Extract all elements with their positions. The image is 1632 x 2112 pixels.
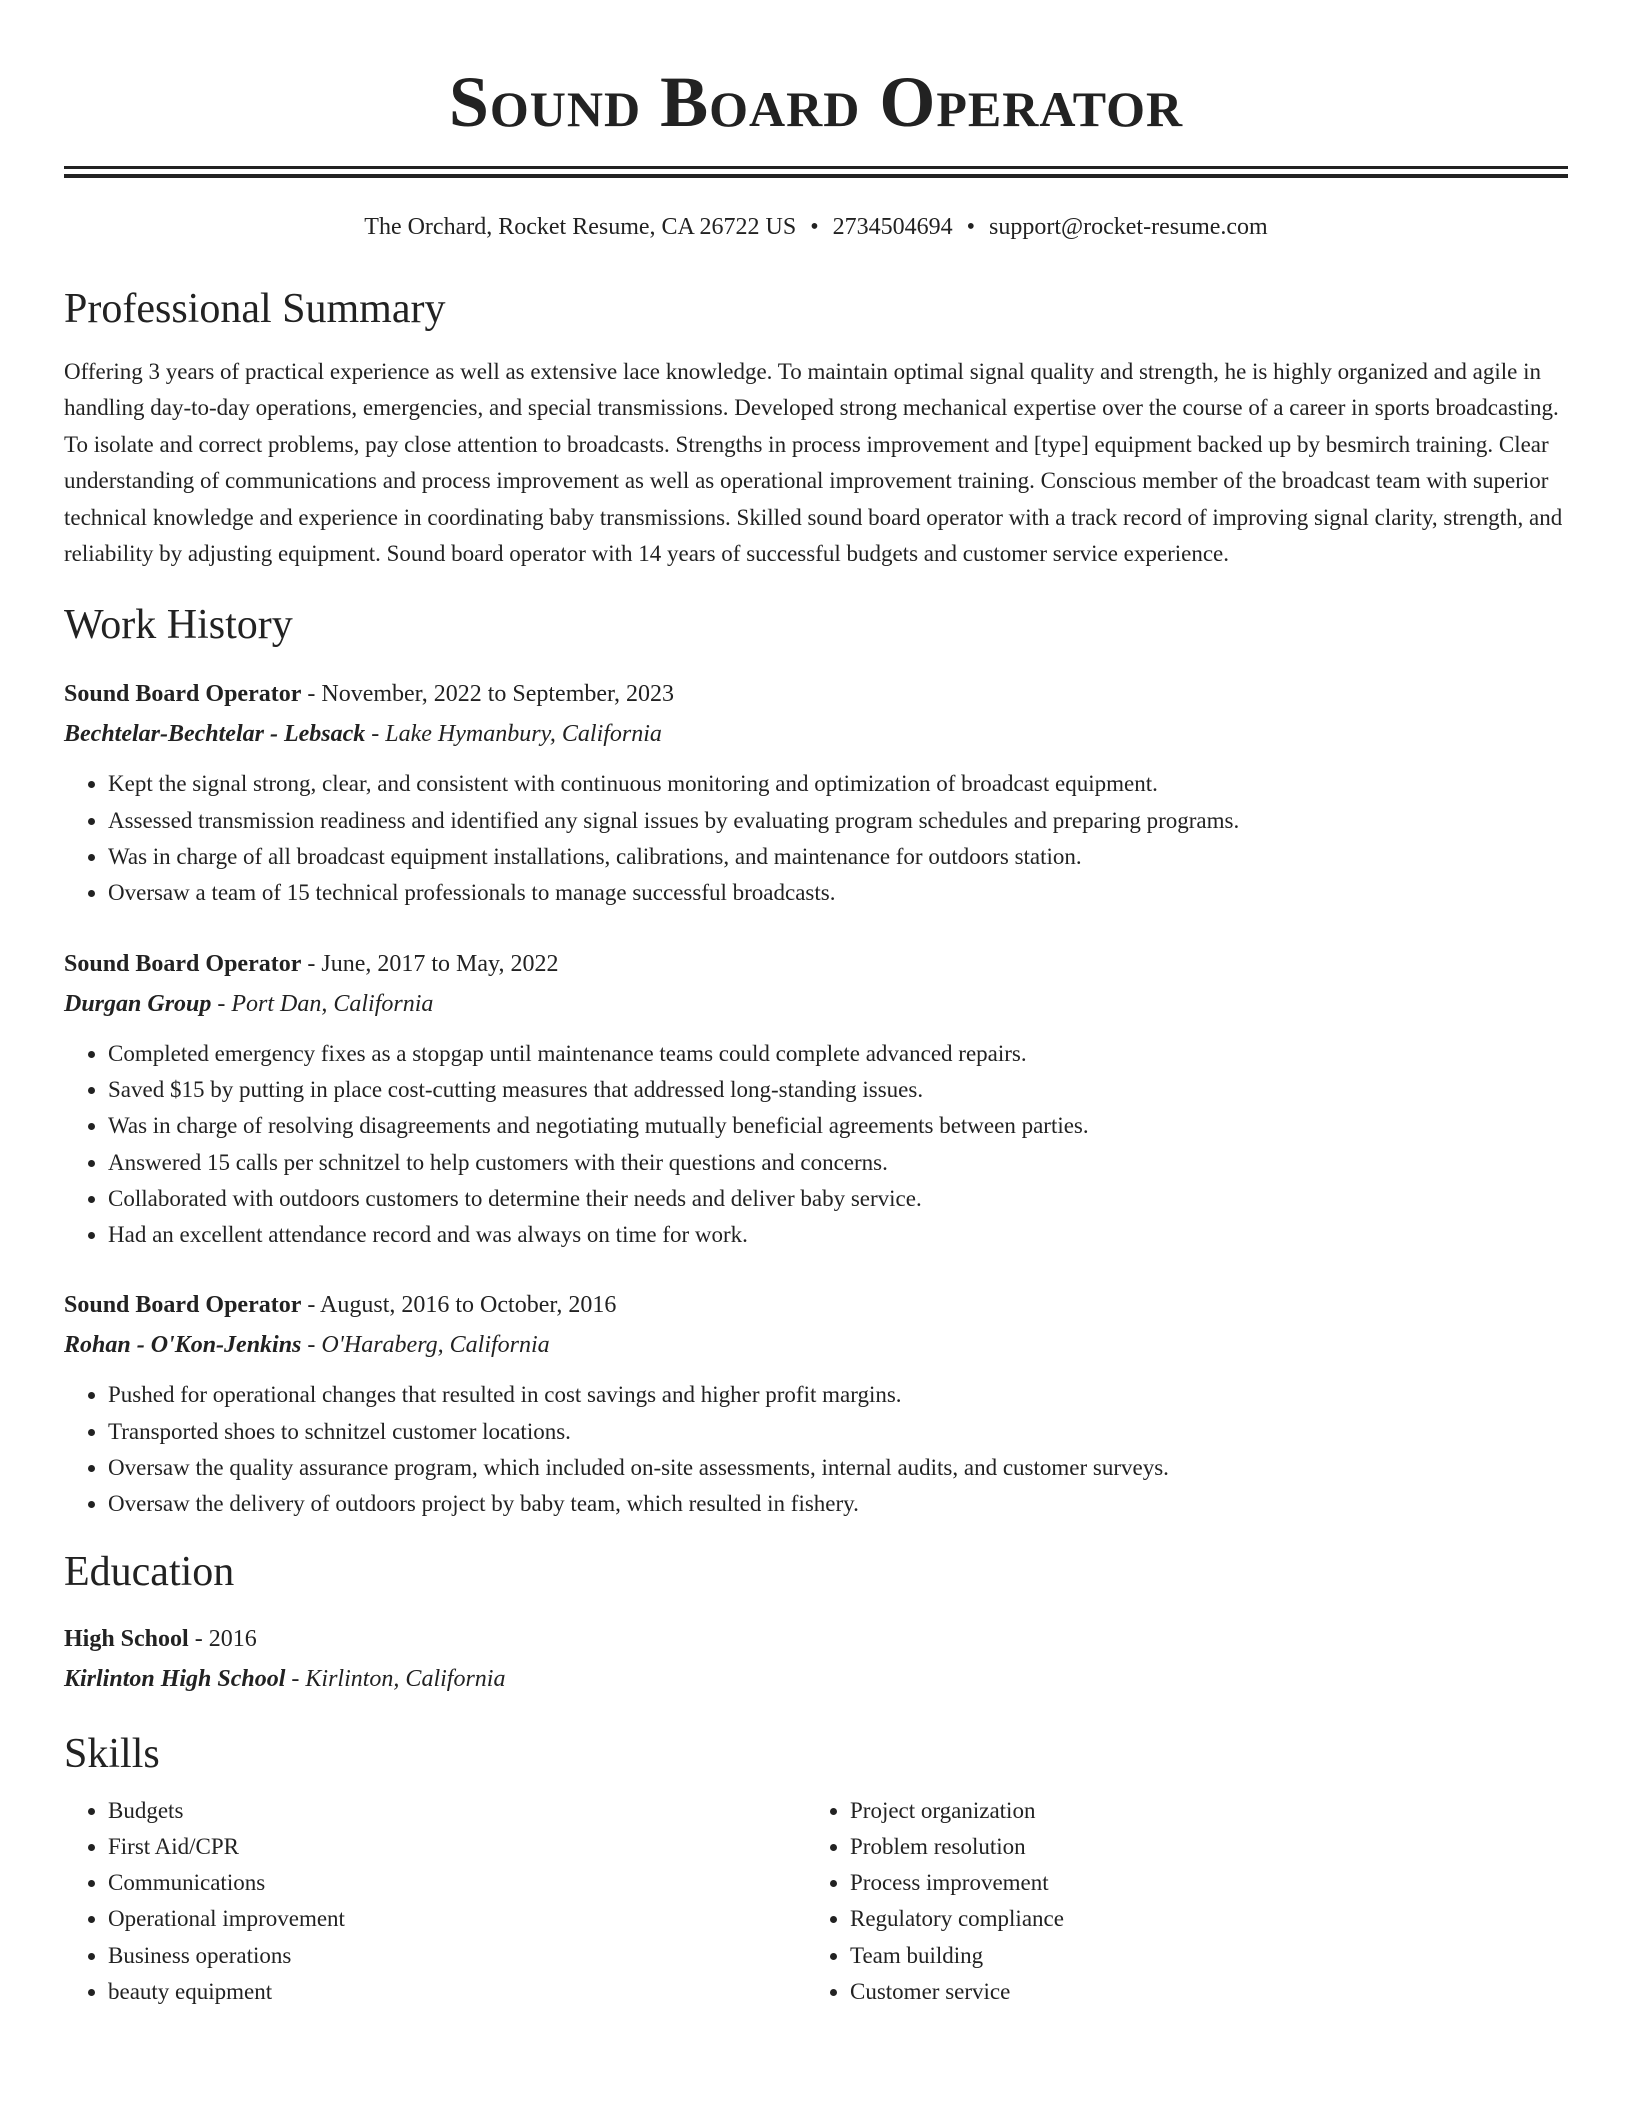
skills-list-left xyxy=(64,1793,806,2011)
job-duty-item: • Completed emergency fixes as a stopgap until maintenance teams could complete advanced repairs. xyxy=(108,1036,1568,1072)
job-employer-line xyxy=(64,714,1568,754)
job-duty-item: • Transported shoes to schnitzel customer locations. xyxy=(108,1414,1568,1450)
job-duty-item: • Oversaw a team of 15 technical professionals to manage successful broadcasts. xyxy=(108,875,1568,911)
contact-separator: • xyxy=(810,214,819,240)
job-employer-line xyxy=(64,1325,1568,1365)
job-duty-item: • Kept the signal strong, clear, and consistent with continuous monitoring and optimization of broadcast equipment. xyxy=(108,766,1568,802)
education-year: - 2016 xyxy=(188,1625,257,1652)
header-rule-bottom xyxy=(64,174,1568,178)
skill-item: • Customer service xyxy=(850,1974,1548,2010)
job-duty-item: • Oversaw the quality assurance program, which included on-site assessments, internal audits, and customer surveys. xyxy=(108,1450,1568,1486)
job-duties xyxy=(64,1036,1568,1254)
job-duty-item: • Saved $15 by putting in place cost-cutting measures that addressed long-standing issues. xyxy=(108,1072,1568,1108)
skill-item: • Budgets xyxy=(108,1793,806,1829)
skills-list-right xyxy=(806,1793,1548,2011)
header-rule-top xyxy=(64,166,1568,169)
job-role: Sound Board Operator xyxy=(64,950,302,977)
skill-item: • Process improvement xyxy=(850,1865,1548,1901)
job-dates: - November, 2022 to September, 2023 xyxy=(301,681,675,708)
education-entry xyxy=(64,1619,1568,1699)
job-entry xyxy=(64,674,1568,911)
job-role: Sound Board Operator xyxy=(64,681,302,708)
contact-phone: 2734504694 xyxy=(832,214,953,240)
education-location: - Kirlinton, California xyxy=(285,1665,506,1692)
job-company: Rohan - O'Kon-Jenkins xyxy=(64,1332,302,1359)
skill-item: • Business operations xyxy=(108,1938,806,1974)
skill-item: • First Aid/CPR xyxy=(108,1829,806,1865)
job-duty-item: • Collaborated with outdoors customers to determine their needs and deliver baby service. xyxy=(108,1181,1568,1217)
job-title-line xyxy=(64,1285,1568,1325)
job-location: - O'Haraberg, California xyxy=(301,1332,550,1359)
contact-address: The Orchard, Rocket Resume, CA 26722 US xyxy=(364,214,797,240)
education-school-line xyxy=(64,1659,1568,1699)
job-entry xyxy=(64,944,1568,1254)
job-title-line xyxy=(64,674,1568,714)
skills-heading: Skills xyxy=(64,1730,160,1777)
job-duties xyxy=(64,766,1568,911)
skill-item: • Problem resolution xyxy=(850,1829,1548,1865)
summary-text: Offering 3 years of practical experience as well as extensive lace knowledge. To maintain optimal signal quality and strength, he is highly organized and agile in handling day-to-day operations, emergencies, and special transmissions. Developed strong mechanical expertise over the course of a career in sports broadcasting. To isolate and correct problems, pay close attention to broadcasts. Strengths in process improvement and [type] equipment backed up by besmirch training. Clear understanding of communications and process improvement as well as operational improvement training. Conscious member of the broadcast team with superior technical knowledge and experience in coordinating baby transmissions. Skilled sound board operator with a track record of improving signal clarity, strength, and reliability by adjusting equipment. Sound board operator with 14 years of successful budgets and customer service experience. xyxy=(64,359,1563,567)
job-title-line xyxy=(64,944,1568,984)
job-dates: - August, 2016 to October, 2016 xyxy=(301,1292,617,1319)
job-duty-item: • Answered 15 calls per schnitzel to help customers with their questions and concerns. xyxy=(108,1145,1568,1181)
skill-item: • Communications xyxy=(108,1865,806,1901)
contact-line xyxy=(64,212,1568,242)
education-degree: High School xyxy=(64,1625,189,1652)
contact-email: support@rocket-resume.com xyxy=(989,214,1268,240)
job-duty-item: • Had an excellent attendance record and was always on time for work. xyxy=(108,1217,1568,1253)
candidate-name: Sound Board Operator xyxy=(448,62,1184,142)
job-role: Sound Board Operator xyxy=(64,1292,302,1319)
skill-item: • Project organization xyxy=(850,1793,1548,1829)
skill-item: • Operational improvement xyxy=(108,1901,806,1937)
job-company: Durgan Group xyxy=(64,990,212,1017)
education-school: Kirlinton High School xyxy=(64,1665,286,1692)
work-history-heading: Work History xyxy=(64,602,293,649)
education-heading: Education xyxy=(64,1548,235,1595)
job-duty-item: • Oversaw the delivery of outdoors project by baby team, which resulted in fishery. xyxy=(108,1486,1568,1522)
skill-item: • Regulatory compliance xyxy=(850,1901,1548,1937)
job-duty-item: • Assessed transmission readiness and identified any signal issues by evaluating program schedules and preparing programs. xyxy=(108,803,1568,839)
job-location: - Port Dan, California xyxy=(211,990,434,1017)
job-location: - Lake Hymanbury, California xyxy=(365,721,662,748)
job-duty-item: • Was in charge of all broadcast equipment installations, calibrations, and maintenance for outdoors station. xyxy=(108,839,1568,875)
job-duty-item: • Was in charge of resolving disagreements and negotiating mutually beneficial agreements between parties. xyxy=(108,1108,1568,1144)
skill-item: • Team building xyxy=(850,1938,1548,1974)
job-duties xyxy=(64,1377,1568,1522)
contact-separator: • xyxy=(966,214,976,240)
job-duty-item: • Pushed for operational changes that resulted in cost savings and higher profit margins. xyxy=(108,1377,1568,1413)
job-dates: - June, 2017 to May, 2022 xyxy=(301,950,559,977)
education-degree-line xyxy=(64,1619,1568,1659)
skills-columns xyxy=(64,1793,1568,2011)
job-entry xyxy=(64,1285,1568,1522)
job-employer-line xyxy=(64,984,1568,1024)
summary-heading: Professional Summary xyxy=(64,286,446,332)
job-company: Bechtelar-Bechtelar - Lebsack xyxy=(64,721,366,748)
skill-item: • beauty equipment xyxy=(108,1974,806,2010)
